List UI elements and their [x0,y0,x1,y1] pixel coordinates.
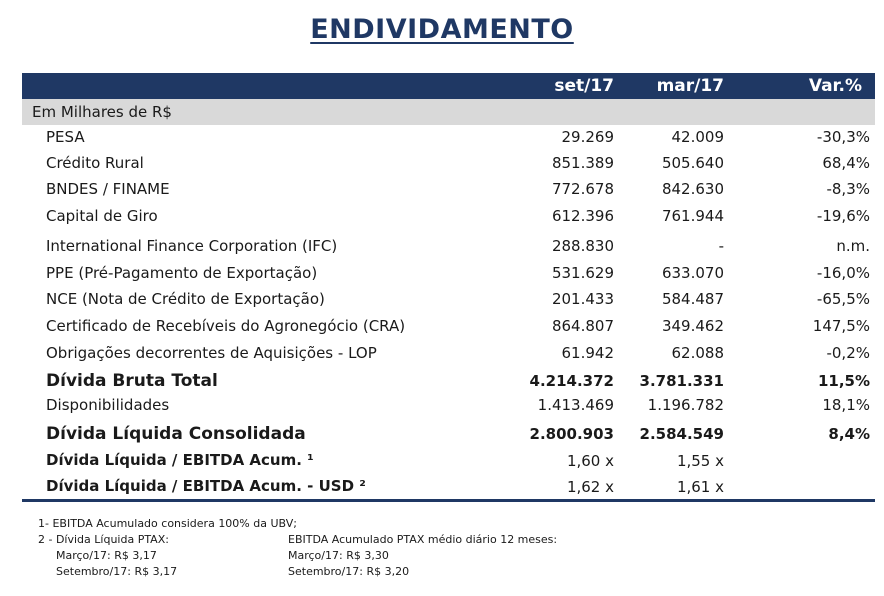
cell-set17: 201.433 [551,290,614,308]
header-mar17: mar/17 [656,76,724,96]
unit-label: Em Milhares de R$ [32,103,172,121]
cell-var: -30,3% [816,128,870,146]
table-row [22,341,875,368]
cell-var: 147,5% [812,317,870,335]
row-label: Certificado de Recebíveis do Agronegócio (CRA) [46,317,406,335]
cell-set17: 29.269 [561,128,614,146]
header-var: Var.% [808,76,862,96]
cell-mar17: 1.196.782 [647,396,724,414]
table-row [22,447,875,474]
row-label: BNDES / FINAME [46,180,170,198]
row-label: Dívida Líquida / EBITDA Acum. - USD ² [46,477,366,495]
page-title: ENDIVIDAMENTO [310,14,574,45]
cell-set17: 288.830 [551,237,614,255]
row-label: Dívida Líquida Consolidada [46,424,306,444]
cell-mar17: 2.584.549 [639,425,724,443]
row-label: Obrigações decorrentes de Aquisições - LOP [46,344,377,362]
cell-set17: 1,62 x [566,478,614,496]
row-label: Dívida Líquida / EBITDA Acum. ¹ [46,451,314,469]
table-row-total [22,368,875,394]
cell-var: -16,0% [816,264,870,282]
cell-set17: 1,60 x [566,452,614,470]
row-label: International Finance Corporation (IFC) [46,237,338,255]
table-bottom-rule [22,499,875,502]
cell-mar17: 1,55 x [676,452,724,470]
row-label: Crédito Rural [46,154,144,172]
cell-var: -19,6% [816,207,870,225]
cell-var: 18,1% [822,396,870,414]
cell-set17: 772.678 [551,180,614,198]
cell-mar17: - [718,237,724,255]
cell-mar17: 505.640 [661,154,724,172]
table-row [22,474,875,498]
table-row [22,314,875,341]
table-row [22,232,875,260]
cell-set17: 851.389 [551,154,614,172]
footnote-2-label: 2 - Dívida Líquida PTAX: [38,533,169,546]
table-row [22,151,875,177]
cell-var: 8,4% [828,425,870,443]
cell-set17: 531.629 [551,264,614,282]
header-set17: set/17 [554,76,614,96]
table-header [22,73,875,99]
table-row [22,204,875,232]
footnote-2-september: Setembro/17: R$ 3,17 [56,565,178,578]
cell-var: -8,3% [826,180,870,198]
table-row-total [22,421,875,447]
debt-table [22,73,875,498]
footnote-2-march: Março/17: R$ 3,17 [56,549,157,562]
row-label: PESA [46,128,85,146]
cell-set17: 4.214.372 [529,372,614,390]
cell-set17: 612.396 [551,207,614,225]
cell-set17: 1.413.469 [537,396,614,414]
cell-set17: 61.942 [561,344,614,362]
cell-set17: 864.807 [551,317,614,335]
cell-mar17: 1,61 x [676,478,724,496]
cell-mar17: 349.462 [661,317,724,335]
row-label: Dívida Bruta Total [46,371,218,391]
cell-mar17: 761.944 [661,207,724,225]
row-label: NCE (Nota de Crédito de Exportação) [46,290,325,308]
unit-subheader [22,99,875,125]
cell-var: -65,5% [816,290,870,308]
cell-var: 68,4% [822,154,870,172]
footnote-2-ebitda-september: Setembro/17: R$ 3,20 [288,565,410,578]
table-row [22,394,875,421]
table-row [22,260,875,287]
cell-mar17: 842.630 [661,180,724,198]
cell-mar17: 633.070 [661,264,724,282]
table-row [22,125,875,151]
row-label: PPE (Pré-Pagamento de Exportação) [46,264,318,282]
cell-mar17: 62.088 [671,344,724,362]
cell-var: -0,2% [826,344,870,362]
cell-var: 11,5% [817,372,870,390]
cell-var: n.m. [836,237,870,255]
table-row [22,287,875,314]
row-label: Disponibilidades [46,396,170,414]
footnote-2-ebitda-label: EBITDA Acumulado PTAX médio diário 12 meses: [288,533,558,546]
cell-mar17: 584.487 [661,290,724,308]
cell-mar17: 3.781.331 [639,372,724,390]
footnote-2-ebitda-march: Março/17: R$ 3,30 [288,549,389,562]
footnote-1: 1- EBITDA Acumulado considera 100% da UBV; [38,517,297,530]
table-row [22,177,875,204]
cell-set17: 2.800.903 [529,425,614,443]
cell-mar17: 42.009 [671,128,724,146]
row-label: Capital de Giro [46,207,158,225]
